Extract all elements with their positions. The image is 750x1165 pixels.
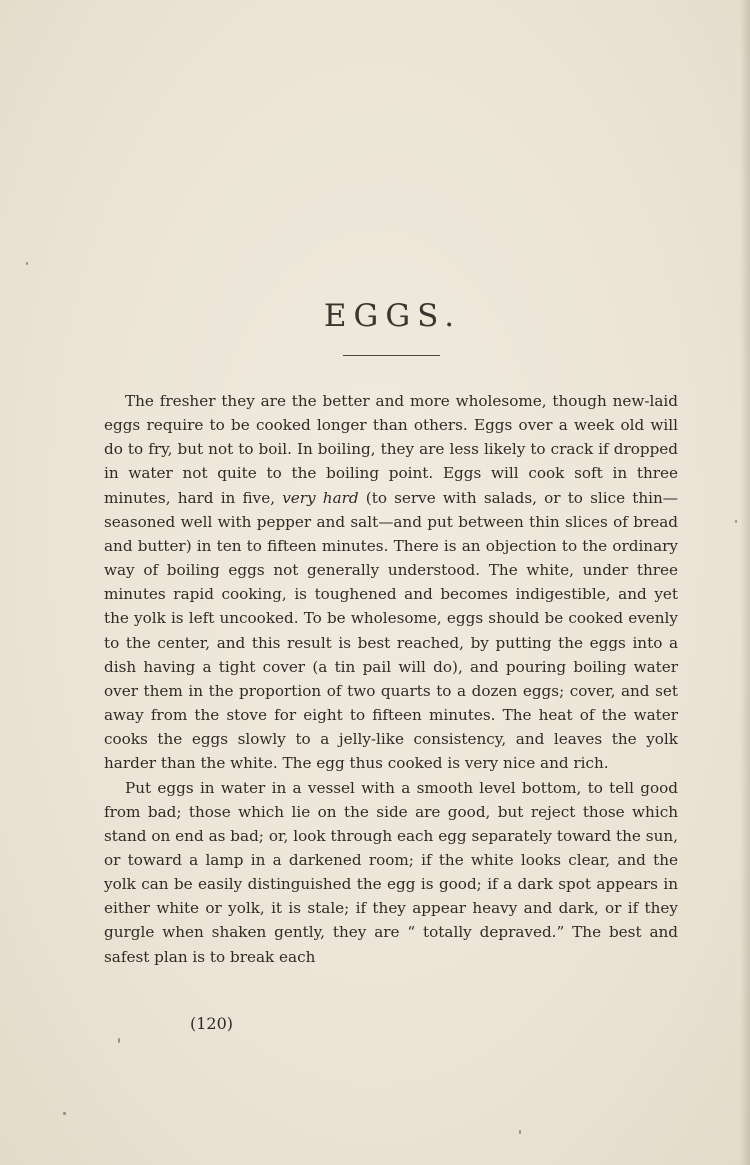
paper-speck (519, 1130, 521, 1134)
page-edge-shadow (740, 0, 750, 1165)
paragraph-1-text-b: (to serve with salads, or to slice thin—seasoned well with pepper and salt—and put between thin slices of bread and butter) in ten to fifteen minutes. There is an objection to the ordinary way of boiling eggs not generally understood. The white, under three minutes rapid cooking, is toughened and becomes indigestible, and yet the yolk is left uncooked. To be wholesome, eggs should be cooked evenly to the center, and this result is best reached, by putting the eggs into a dish having a tight cover (a tin pail will do), and pouring boiling water over them in the proportion of two quarts to a dozen eggs; cover, and set away from the stove for eight to fifteen minutes. The heat of the water cooks the eggs slowly to a jelly-like consistency, and leaves the yolk harder than the white. The egg thus cooked is very nice and rich. (104, 488, 678, 773)
paper-speck (63, 1112, 66, 1115)
heading-divider (343, 355, 440, 356)
paragraph-1 (104, 389, 678, 776)
paragraph-1-text-a: The fresher they are the better and more wholesome, though new-laid eggs require to be cooked longer than others. Eggs over a week old will do to fry, but not to boil. In boiling, they are less likely to crack if dropped in water not quite to the boiling point. Eggs will cook soft in three minutes, hard in five, (104, 392, 678, 507)
page-number: (120) (190, 1014, 234, 1033)
paragraph-2: Put eggs in water in a vessel with a smooth level bottom, to tell good from bad; those which lie on the side are good, but reject those which stand on end as bad; or, look through each egg separately toward the sun, or toward a lamp in a darkened room; if the white looks clear, and the yolk can be easily distinguished the egg is good; if a dark spot appears in either white or yolk, it is stale; if they appear heavy and dark, or if they gurgle when shaken gently, they are “ totally depraved.” The best and safest plan is to break each (104, 778, 678, 966)
paper-speck (118, 1038, 120, 1043)
body-text (104, 389, 678, 969)
paper-speck (735, 520, 737, 523)
paper-speck (26, 262, 28, 265)
paragraph-1-emphasis: very hard (282, 488, 359, 507)
chapter-heading: EGGS. (323, 298, 462, 334)
